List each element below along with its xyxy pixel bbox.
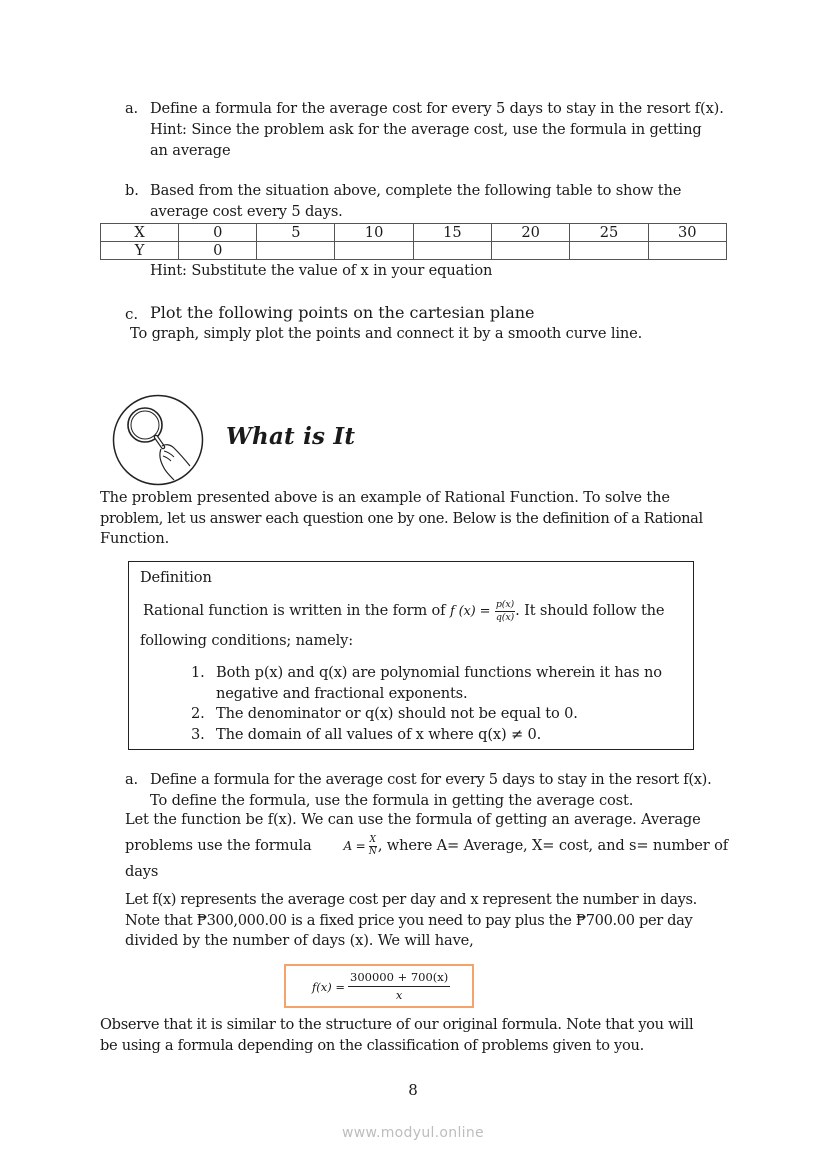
intro-line2: problem, let us answer each question one by one. Below is the definition of a Rational: [100, 509, 703, 527]
intro-line3: Function.: [100, 530, 170, 548]
question-a-label: a.: [125, 100, 139, 117]
definition-statement: [143, 600, 688, 623]
fraction-numerator: p(x): [495, 599, 515, 610]
definition-line2: following conditions; namely:: [140, 632, 354, 649]
condition-item: [191, 663, 686, 704]
condition-text: The domain of all values of x where q(x) ≠ 0.: [216, 725, 542, 743]
table-cell: Y: [101, 242, 179, 260]
table-cell: 30: [648, 224, 726, 242]
formula-box: [284, 964, 474, 1008]
table-row-y: [101, 242, 727, 260]
table-row-x: [101, 224, 727, 242]
formula-lhs: f(x) =: [312, 979, 346, 994]
question-b-label: b.: [125, 182, 139, 199]
table-cell: 0: [179, 242, 257, 260]
question-a-line2: Hint: Since the problem ask for the average cost, use the formula in getting: [150, 121, 702, 138]
definition-formula-lhs: f (x) =: [449, 604, 491, 619]
question-c-label: c.: [125, 305, 139, 323]
intro-line1: The problem presented above is an example of Rational Function. To solve the: [100, 489, 670, 506]
condition-number: 2.: [191, 705, 205, 722]
table-cell: 20: [492, 224, 570, 242]
page-number: 8: [408, 1081, 418, 1099]
cost-line3: divided by the number of days (x). We will have,: [125, 932, 474, 950]
average-fraction: [369, 836, 377, 857]
average-formula-lhs: A =: [343, 839, 366, 854]
average-text-after: , where A= Average, X= cost, and s= number of: [377, 837, 728, 855]
formula: [312, 972, 450, 1001]
average-line1: Let the function be f(x). We can use the formula of getting an average. Average: [125, 811, 701, 828]
table-cell: 25: [570, 224, 648, 242]
question-a-line3: an average: [150, 142, 231, 159]
table-cell-empty: [492, 242, 570, 260]
definition-title: Definition: [140, 569, 212, 586]
table-hint: Hint: Substitute the value of x in your equation: [150, 262, 493, 279]
average-text-before: problems use the formula: [125, 837, 312, 855]
table-cell-empty: [648, 242, 726, 260]
answer-a: [125, 770, 728, 812]
definition-text-after: . It should follow the: [515, 602, 665, 619]
table-cell-empty: [570, 242, 648, 260]
condition-item: [191, 704, 686, 725]
answer-a-label: a.: [125, 771, 139, 788]
answer-a-line1: Define a formula for the average cost for every 5 days to stay in the resort f(x).: [150, 771, 712, 788]
table-cell: 15: [413, 224, 491, 242]
conditions-list: [191, 663, 686, 745]
condition-text: Both p(x) and q(x) are polynomial functions wherein it has no: [216, 664, 662, 681]
definition-text-before: Rational function is written in the form of: [143, 602, 446, 619]
formula-fraction: [348, 972, 450, 1001]
closing-line1: Observe that it is similar to the structure of our original formula. Note that you will: [100, 1016, 694, 1033]
answer-a-line2: To define the formula, use the formula in getting the average cost.: [150, 792, 634, 809]
closing-line2: be using a formula depending on the classification of problems given to you.: [100, 1036, 644, 1054]
table-cell: X: [101, 224, 179, 242]
average-line2: [125, 833, 728, 861]
section-heading: What is It: [226, 423, 356, 450]
average-paragraph: [125, 810, 728, 882]
question-a-line1: Define a formula for the average cost for every 5 days to stay in the resort f(x).: [150, 100, 724, 117]
question-c-title: Plot the following points on the cartesian plane: [150, 303, 535, 322]
table-cell: 10: [335, 224, 413, 242]
question-b-line1: Based from the situation above, complete the following table to show the: [150, 182, 682, 199]
closing-paragraph: [100, 1015, 727, 1056]
table-cell-empty: [257, 242, 335, 260]
question-b-line2: average cost every 5 days.: [150, 203, 343, 220]
question-a: [125, 99, 728, 163]
watermark: www.modyul.online: [342, 1125, 484, 1141]
formula-denominator: x: [395, 987, 403, 1002]
intro-paragraph: [100, 488, 727, 550]
cost-line1: Let f(x) represents the average cost per day and x represent the number in days.: [125, 891, 697, 908]
magnifying-glass-in-hand-icon: [112, 394, 204, 486]
definition-fraction: [495, 600, 515, 622]
xy-table: [100, 223, 727, 260]
table-cell-empty: [335, 242, 413, 260]
table-cell: 0: [179, 224, 257, 242]
cost-paragraph: [125, 890, 728, 952]
cost-line2: Note that ₱300,000.00 is a fixed price you need to pay plus the ₱700.00 per day: [125, 911, 693, 929]
average-formula: [343, 836, 728, 857]
average-line3: days: [125, 862, 159, 880]
definition-box: [128, 561, 694, 750]
table-cell-empty: [413, 242, 491, 260]
table-cell: 5: [257, 224, 335, 242]
condition-number: 1.: [191, 664, 205, 681]
formula-numerator: 300000 + 700(x): [348, 972, 450, 987]
fraction-denominator: q(x): [495, 611, 515, 623]
condition-item: [191, 725, 686, 746]
condition-text: The denominator or q(x) should not be equal to 0.: [216, 705, 578, 722]
fraction-numerator: X: [369, 835, 376, 846]
condition-number: 3.: [191, 725, 205, 743]
condition-text-cont: negative and fractional exponents.: [216, 684, 468, 702]
question-c-instruction: To graph, simply plot the points and connect it by a smooth curve line.: [130, 325, 643, 342]
fraction-denominator: N: [368, 847, 377, 858]
question-b: [125, 181, 728, 223]
